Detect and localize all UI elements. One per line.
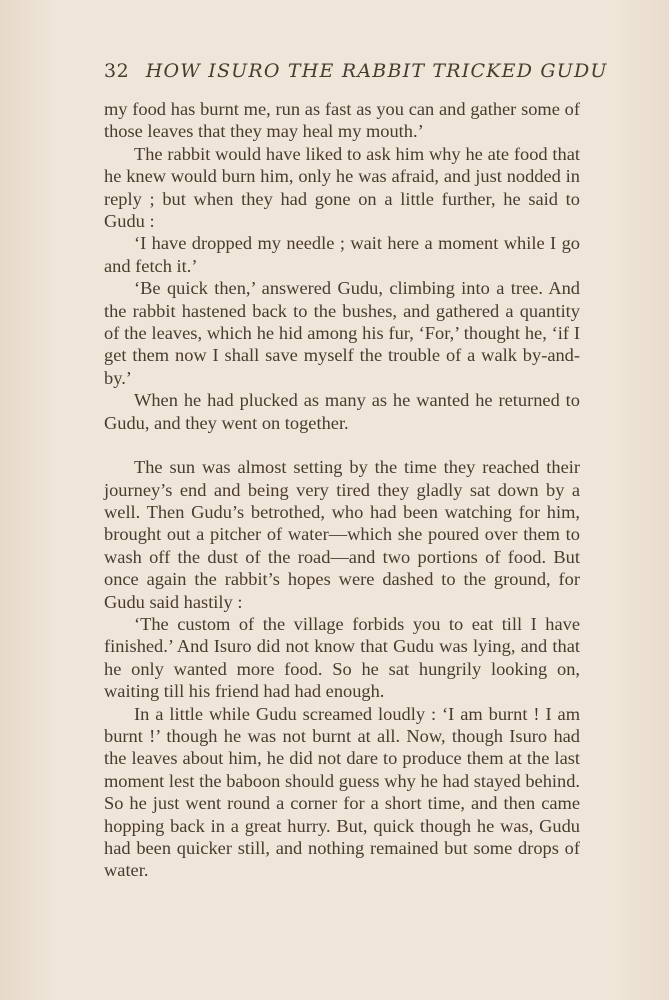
- running-title: HOW ISURO THE RABBIT TRICKED GUDU: [145, 60, 608, 82]
- paragraph: ‘The custom of the village forbids you to eat till I have finished.’ And Isuro did not know that Gudu was lying, and that he only wanted more food. So he sat hungrily looking on, waiting till his friend had had enough.: [104, 613, 580, 702]
- paragraph: The rabbit would have liked to ask him why he ate food that he knew would burn him, only he was afraid, and just nodded in reply ; but when they had gone on a little further, he said to Gudu :: [104, 143, 580, 232]
- running-header: [104, 60, 608, 82]
- paragraph: my food has burnt me, run as fast as you can and gather some of those leaves that they may heal my mouth.’: [104, 99, 580, 142]
- paragraph: The sun was almost setting by the time they reached their journey’s end and being very tired they gladly sat down by a well. Then Gudu’s betrothed, who had been watching for him, brought out a pitcher of water—which she poured over them to wash off the dust of the road—and two portions of food. But once again the rabbit’s hopes were dashed to the ground, for Gudu said hastily :: [104, 457, 580, 612]
- paragraph: ‘Be quick then,’ answered Gudu, climbing into a tree. And the rabbit hastened back to the bushes, and gathered a quantity of the leaves, which he hid among his fur, ‘For,’ thought he, ‘if I get them now I shall save myself the trouble of a walk by-and-by.’: [104, 278, 580, 388]
- paragraph: ‘I have dropped my needle ; wait here a moment while I go and fetch it.’: [104, 233, 580, 276]
- paragraph: In a little while Gudu screamed loudly : ‘I am burnt ! I am burnt !’ though he was not burnt at all. Now, though Isuro had the leaves about him, he did not dare to produce them at the last moment lest the baboon should guess why he had stayed behind. So he just went round a corner for a short time, and then came hopping back in a great hurry. But, quick though he was, Gudu had been quicker still, and nothing remained but some drops of water.: [104, 703, 580, 881]
- page-number: 32: [104, 60, 130, 82]
- body-text: [104, 98, 580, 882]
- paragraph: When he had plucked as many as he wanted he returned to Gudu, and they went on together.: [104, 390, 580, 433]
